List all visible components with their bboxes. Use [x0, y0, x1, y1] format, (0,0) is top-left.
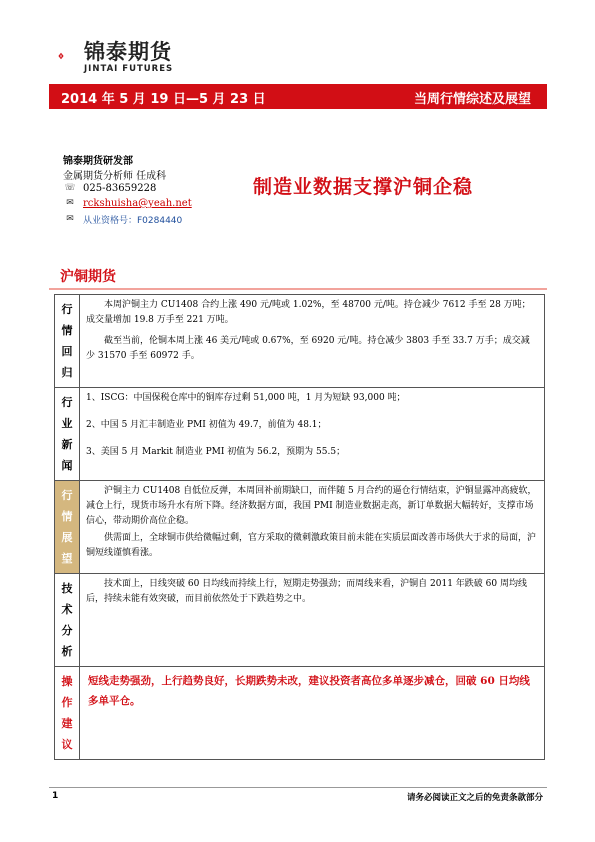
license-number: 从业资格号：F0284440	[83, 216, 183, 226]
table-row	[55, 574, 545, 667]
news-item: 1、ISCG：中国保税仓库中的铜库存过剩 51,000 吨，1 月为短缺 93,000 吨；	[86, 393, 406, 403]
label-technical	[55, 574, 80, 667]
footer-divider	[49, 787, 547, 788]
table-row	[55, 481, 545, 574]
disclaimer-note: 请务必阅读正文之后的免责条款部分	[406, 793, 543, 803]
report-headline: 制造业数据支撑沪铜企稳	[253, 176, 474, 198]
review-paragraph: 截至当前，伦铜本周上涨 46 美元/吨或 0.67%，至 6920 元/吨。持仓减少 3803 手至 33.7 万手；成交减少 31570 手至 60972 手。	[86, 336, 530, 361]
phone-icon: ☏	[64, 183, 76, 193]
report-banner	[49, 84, 547, 109]
label-news	[55, 388, 80, 481]
label-text: 技术分析	[61, 582, 73, 658]
label-advice	[55, 667, 80, 760]
label-outlook	[55, 481, 80, 574]
page-number: 1	[52, 791, 59, 801]
section-title: 沪铜期货	[60, 269, 116, 285]
phone-row	[63, 183, 156, 194]
section-divider	[49, 288, 547, 290]
envelope-icon: ✉	[66, 214, 74, 224]
analysis-table	[54, 294, 545, 760]
review-paragraph: 本周沪铜主力 CU1408 合约上涨 490 元/吨或 1.02%，至 48700 元/吨。持仓减少 7612 手至 28 万吨；成交量增加 19.8 万手至 221 万吨。	[86, 300, 531, 325]
outlook-content	[80, 481, 545, 574]
outlook-paragraph: 供需面上，全球铜市供给微幅过剩，官方采取的微刺激政策目前未能在实质层面改善市场供大于求的局面，沪铜短线谨慎看涨。	[86, 533, 537, 558]
company-name-en: JINTAI FUTURES	[84, 64, 174, 74]
email-row	[63, 198, 192, 209]
email-link[interactable]: rckshuisha@yeah.net	[83, 198, 192, 209]
label-text: 行业新闻	[61, 396, 73, 472]
news-item: 2、中国 5 月汇丰制造业 PMI 初值为 49.7，前值为 48.1；	[86, 420, 327, 430]
advice-content: 短线走势强劲，上行趋势良好，长期跌势未改，建议投资者高位多单逐步减仓，回破 60 日均线多单平仓。	[80, 667, 545, 760]
technical-content	[80, 574, 545, 667]
analyst-name: 金属期货分析师 任成科	[63, 171, 167, 182]
label-text: 行情回归	[61, 303, 73, 379]
technical-paragraph: 技术面上，日线突破 60 日均线而持续上行，短期走势强劲；而周线来看，沪铜自 2011 年跌破 60 周均线后，持续未能有效突破，而目前依然处于下跌趋势之中。	[86, 579, 527, 604]
outlook-paragraph: 沪铜主力 CU1408 自低位反弹，本周回补前期缺口，而伴随 5 月合约的逼仓行情结束，沪铜显露冲高疲软，减仓上行，现货市场升水有所下降。经济数据方面，我国 PMI 制造业数据走高，新订单数据大幅转好，支撑市场信心，带动期价高位企稳。	[86, 486, 537, 526]
label-text: 操作建议	[61, 675, 73, 751]
envelope-icon: ✉	[66, 198, 74, 208]
report-type: 当周行情综述及展望	[413, 92, 531, 107]
research-dept: 锦泰期货研发部	[63, 156, 133, 167]
news-item: 3、美国 5 月 Markit 制造业 PMI 初值为 56.2，预期为 55.5；	[86, 447, 346, 457]
phone-number: 025-83659228	[83, 183, 157, 194]
report-date-range: 2014 年 5 月 19 日—5 月 23 日	[61, 92, 266, 107]
license-row	[63, 213, 182, 226]
company-name-cn: 锦泰期货	[84, 40, 172, 64]
review-content	[80, 295, 545, 388]
table-row	[55, 667, 545, 760]
table-row	[55, 388, 545, 481]
label-text: 行情展望	[61, 489, 73, 565]
news-content	[80, 388, 545, 481]
table-row	[55, 295, 545, 388]
label-review	[55, 295, 80, 388]
